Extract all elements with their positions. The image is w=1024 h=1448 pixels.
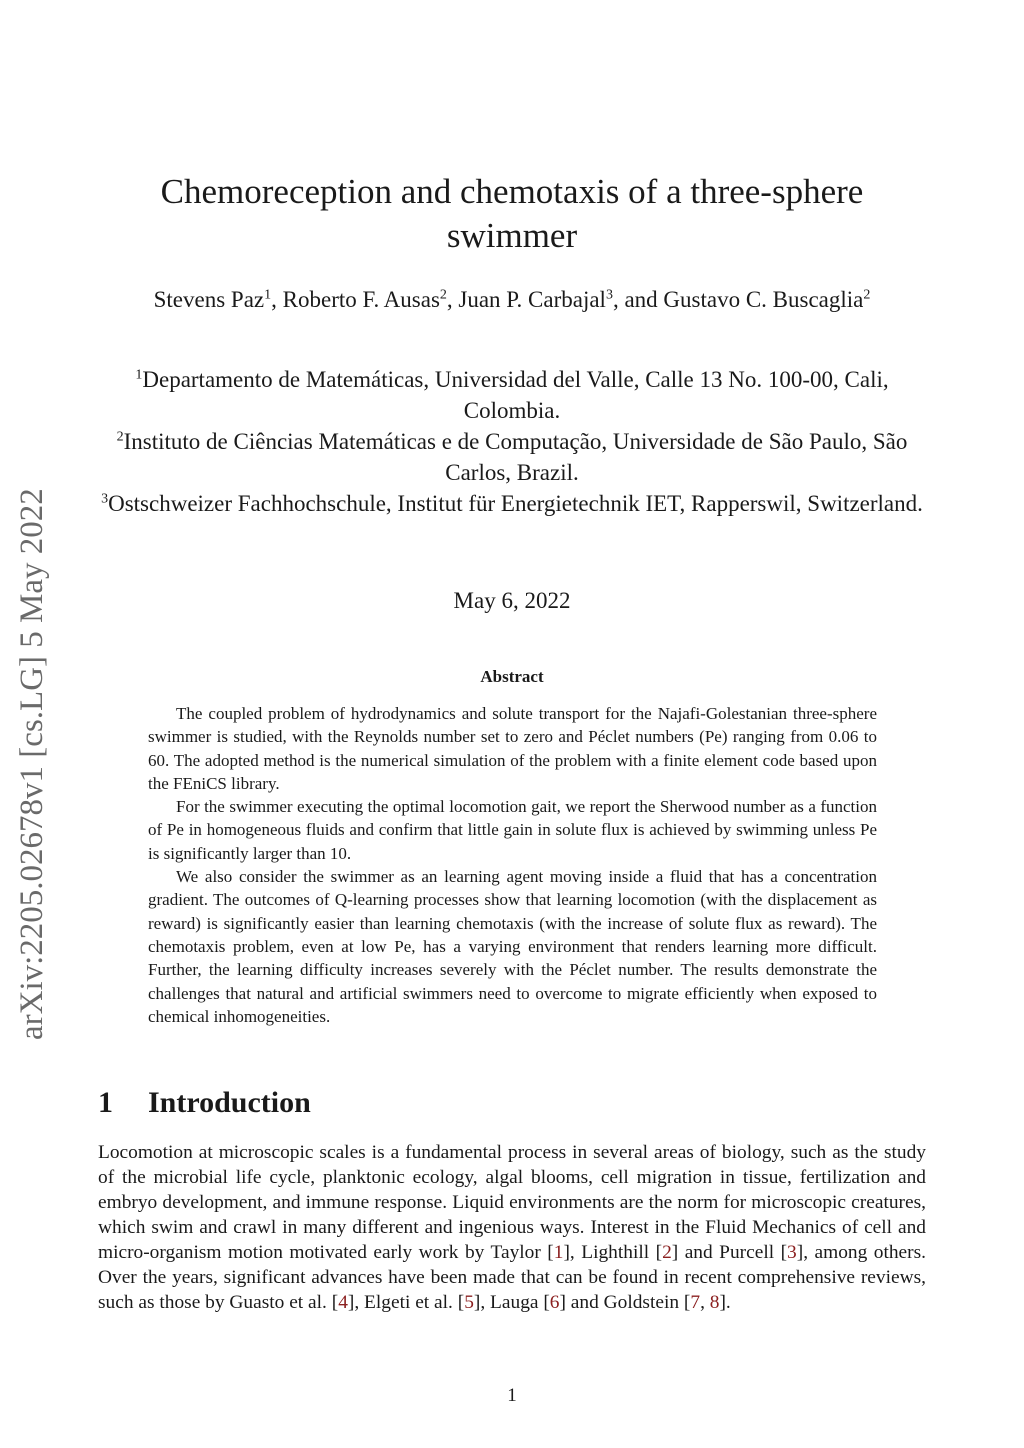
citation-link[interactable]: 4 (338, 1292, 348, 1313)
citation-link[interactable]: 7 (690, 1292, 701, 1313)
affiliation-number: 1 (135, 367, 143, 383)
affiliation (100, 488, 924, 519)
text-run: ] and Purcell [ (671, 1242, 788, 1263)
abstract-body (148, 702, 877, 1028)
abstract-paragraph: For the swimmer executing the optimal locomotion gait, we report the Sherwood number as a function of Pe in homogeneous fluids and confirm that little gain in solute flux is achieved by swimming unless Pe is significantly larger than 10. (148, 797, 877, 863)
text-run: ], Lauga [ (473, 1292, 550, 1313)
introduction-paragraph (98, 1140, 926, 1315)
author-name: Juan P. Carbajal (458, 287, 606, 312)
author-name: Roberto F. Ausas (282, 287, 440, 312)
citation-link[interactable]: 1 (553, 1242, 564, 1263)
author-affiliation-marker: 3 (605, 287, 613, 303)
citation-link[interactable]: 8 (709, 1292, 720, 1313)
affiliation (100, 364, 924, 426)
author-name: Gustavo C. Buscaglia (663, 287, 864, 312)
text-run: ] and Goldstein [ (559, 1292, 691, 1313)
abstract-paragraph: We also consider the swimmer as an learning agent moving inside a fluid that has a concentration gradient. The outcomes of Q-learning processes show that learning locomotion (with the displacement as reward) is significantly easier than learning chemotaxis (with the increase of solute flux as reward). The chemotaxis problem, even at low Pe, has a varying environment that renders learning more difficult. Further, the learning difficulty increases severely with the Péclet number. The results demonstrate the challenges that natural and artificial swimmers need to overcome to migrate efficiently when exposed to chemical inhomogeneities. (148, 867, 877, 1026)
affiliation (100, 426, 924, 488)
citation-link[interactable]: 6 (549, 1292, 560, 1313)
section-number: 1 (98, 1086, 113, 1119)
author-separator: , (271, 287, 283, 312)
page-number: 1 (507, 1385, 517, 1406)
text-run: ]. (719, 1292, 731, 1313)
affiliation-number: 3 (101, 491, 109, 507)
author-affiliation-marker: 1 (264, 287, 272, 303)
section-heading (98, 1086, 311, 1120)
author-separator: , and (612, 287, 664, 312)
text-run: , (700, 1292, 710, 1313)
author-affiliation-marker: 2 (439, 287, 447, 303)
text-run: ], Elgeti et al. [ (347, 1292, 465, 1313)
text-run: Locomotion at microscopic scales is a fundamental process in several areas of biology, such as the study of the microbial life cycle, planktonic ecology, algal blooms, cell migration in tissue, fertilization and embryo development, and immune response. Liquid environments are the norm for microscopic creatures, which swim and crawl in many different and ingenious ways. Interest in the Fluid Mechanics of cell and micro-organism motion motivated early work by Taylor [ (98, 1142, 926, 1263)
paper-title: Chemoreception and chemotaxis of a three-sphere swimmer (160, 172, 864, 255)
affiliation-text: Ostschweizer Fachhochschule, Institut für Energietechnik IET, Rapperswil, Switzerland. (108, 491, 923, 516)
arxiv-identifier-stamp: arXiv:2205.02678v1 [cs.LG] 5 May 2022 (14, 488, 50, 1040)
author-separator: , (446, 287, 459, 312)
abstract-paragraph: The coupled problem of hydrodynamics and solute transport for the Najafi-Golestanian three-sphere swimmer is studied, with the Reynolds number set to zero and Péclet numbers (Pe) ranging from 0.06 to 60. The adopted method is the numerical simulation of the problem with a finite element code based upon the FEniCS library. (148, 704, 877, 793)
citation-link[interactable]: 3 (787, 1242, 797, 1263)
publication-date: May 6, 2022 (453, 588, 571, 613)
citation-link[interactable]: 2 (662, 1242, 672, 1263)
affiliation-list (100, 364, 924, 519)
text-run: ], among others. Over the years, significant advances have been made that can be found in recent comprehensive reviews, such as those by Guasto et al. [ (98, 1242, 927, 1313)
affiliation-number: 2 (116, 429, 124, 445)
affiliation-text: Instituto de Ciências Matemáticas e de Computação, Universidade de São Paulo, São Carlos, Brazil. (123, 429, 908, 485)
introduction-body (98, 1140, 926, 1315)
author-affiliation-marker: 2 (863, 287, 871, 303)
section-title: Introduction (148, 1086, 311, 1119)
text-run: ], Lighthill [ (563, 1242, 663, 1263)
author-list (120, 284, 904, 315)
citation-link[interactable]: 5 (464, 1292, 474, 1313)
abstract-heading: Abstract (480, 667, 544, 686)
author-name: Stevens Paz (153, 287, 265, 312)
affiliation-text: Departamento de Matemáticas, Universidad del Valle, Calle 13 No. 100-00, Cali, Colombia. (142, 367, 889, 423)
